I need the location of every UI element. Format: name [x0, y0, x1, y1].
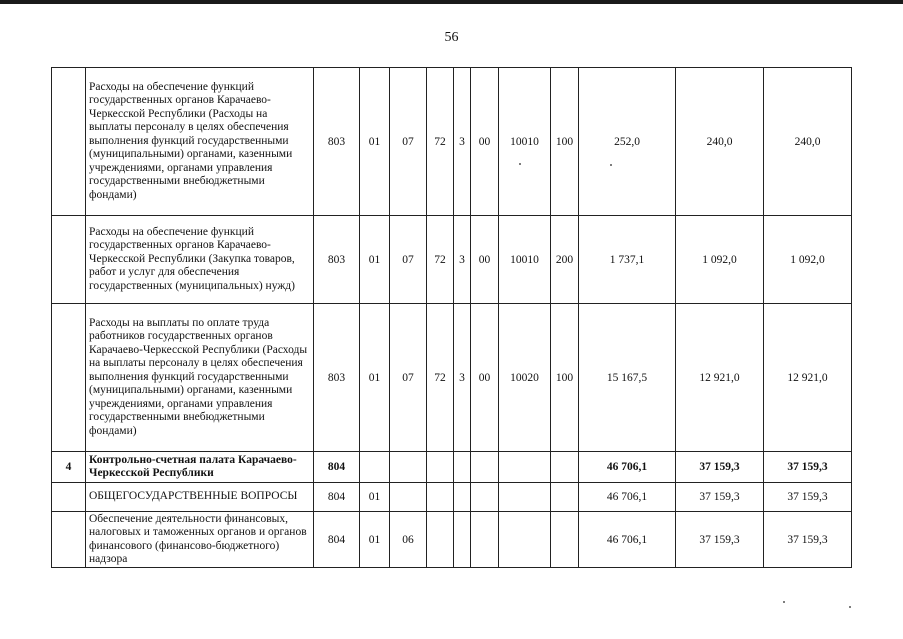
- expense-type-code: 100: [551, 68, 579, 216]
- section-code: [360, 452, 390, 483]
- subprogram-code: [454, 483, 471, 512]
- row-name: Контрольно-счетная палата Карачаево-Черкесской Республики: [86, 452, 314, 483]
- subprogram-code: 3: [454, 304, 471, 452]
- row-number: [52, 68, 86, 216]
- row-name: Расходы на выплаты по оплате труда работников государственных органов Карачаево-Черкесской Республики (Расходы на выплаты персоналу в целях обеспечения выполнения функций государственными (муниципальными) органами, казенными учреждениями, органами управления государственными внебюджетными фондами): [86, 304, 314, 452]
- program-code: 72: [427, 304, 454, 452]
- direction-code: 10010: [499, 216, 551, 304]
- amount-year-1: 46 706,1: [579, 452, 676, 483]
- main-event-code: 00: [471, 68, 499, 216]
- ministry-code: 804: [314, 483, 360, 512]
- amount-year-3: 1 092,0: [764, 216, 852, 304]
- expense-type-code: [551, 483, 579, 512]
- scan-speck: [849, 606, 851, 608]
- subsection-code: 07: [390, 68, 427, 216]
- amount-year-3: 37 159,3: [764, 483, 852, 512]
- subprogram-code: [454, 512, 471, 568]
- scan-speck: [783, 601, 785, 603]
- amount-year-3: 37 159,3: [764, 512, 852, 568]
- subsection-code: [390, 483, 427, 512]
- row-number: 4: [52, 452, 86, 483]
- main-event-code: 00: [471, 216, 499, 304]
- program-code: [427, 452, 454, 483]
- ministry-code: 804: [314, 512, 360, 568]
- subsection-code: 07: [390, 216, 427, 304]
- row-name: ОБЩЕГОСУДАРСТВЕННЫЕ ВОПРОСЫ: [86, 483, 314, 512]
- ministry-code: 804: [314, 452, 360, 483]
- subprogram-code: 3: [454, 216, 471, 304]
- ministry-code: 803: [314, 68, 360, 216]
- amount-year-3: 12 921,0: [764, 304, 852, 452]
- program-code: [427, 512, 454, 568]
- scan-speck: [610, 164, 612, 166]
- program-code: [427, 483, 454, 512]
- subprogram-code: 3: [454, 68, 471, 216]
- ministry-code: 803: [314, 216, 360, 304]
- direction-code: [499, 512, 551, 568]
- main-event-code: [471, 512, 499, 568]
- subsection-code: 07: [390, 304, 427, 452]
- direction-code: 10010: [499, 68, 551, 216]
- expense-type-code: 200: [551, 216, 579, 304]
- expense-type-code: [551, 452, 579, 483]
- subsection-code: [390, 452, 427, 483]
- program-code: 72: [427, 216, 454, 304]
- amount-year-3: 240,0: [764, 68, 852, 216]
- section-code: 01: [360, 512, 390, 568]
- amount-year-2: 12 921,0: [676, 304, 764, 452]
- amount-year-2: 37 159,3: [676, 512, 764, 568]
- budget-table: [51, 67, 852, 568]
- amount-year-2: 240,0: [676, 68, 764, 216]
- expense-type-code: [551, 512, 579, 568]
- direction-code: [499, 483, 551, 512]
- row-name: Расходы на обеспечение функций государственных органов Карачаево-Черкесской Республики (Закупка товаров, работ и услуг для обеспечения государственных (муниципальных) нужд): [86, 216, 314, 304]
- amount-year-1: 1 737,1: [579, 216, 676, 304]
- row-number: [52, 512, 86, 568]
- direction-code: [499, 452, 551, 483]
- subsection-code: 06: [390, 512, 427, 568]
- direction-code: 10020: [499, 304, 551, 452]
- amount-year-2: 37 159,3: [676, 452, 764, 483]
- row-number: [52, 304, 86, 452]
- amount-year-3: 37 159,3: [764, 452, 852, 483]
- subprogram-code: [454, 452, 471, 483]
- table-row: [52, 216, 852, 304]
- amount-year-2: 37 159,3: [676, 483, 764, 512]
- table-row: [52, 304, 852, 452]
- section-code: 01: [360, 68, 390, 216]
- table-row: [52, 483, 852, 512]
- main-event-code: [471, 483, 499, 512]
- amount-year-1: 15 167,5: [579, 304, 676, 452]
- main-event-code: [471, 452, 499, 483]
- ministry-code: 803: [314, 304, 360, 452]
- section-code: 01: [360, 483, 390, 512]
- table-row: [52, 512, 852, 568]
- row-number: [52, 483, 86, 512]
- amount-year-1: 252,0: [579, 68, 676, 216]
- table-row: [52, 452, 852, 483]
- amount-year-2: 1 092,0: [676, 216, 764, 304]
- page-top-border: [0, 0, 903, 4]
- row-number: [52, 216, 86, 304]
- scan-speck: [519, 163, 521, 165]
- table-row: [52, 68, 852, 216]
- page-number: 56: [444, 30, 459, 45]
- amount-year-1: 46 706,1: [579, 483, 676, 512]
- section-code: 01: [360, 304, 390, 452]
- expense-type-code: 100: [551, 304, 579, 452]
- row-name: Расходы на обеспечение функций государственных органов Карачаево-Черкесской Республики (Расходы на выплаты персоналу в целях обеспечения выполнения функций государственными (муниципальными) органами, казенными учреждениями, органами управления государственными внебюджетными фондами): [86, 68, 314, 216]
- program-code: 72: [427, 68, 454, 216]
- main-event-code: 00: [471, 304, 499, 452]
- row-name: Обеспечение деятельности финансовых, налоговых и таможенных органов и органов финансового (финансово-бюджетного) надзора: [86, 512, 314, 568]
- section-code: 01: [360, 216, 390, 304]
- amount-year-1: 46 706,1: [579, 512, 676, 568]
